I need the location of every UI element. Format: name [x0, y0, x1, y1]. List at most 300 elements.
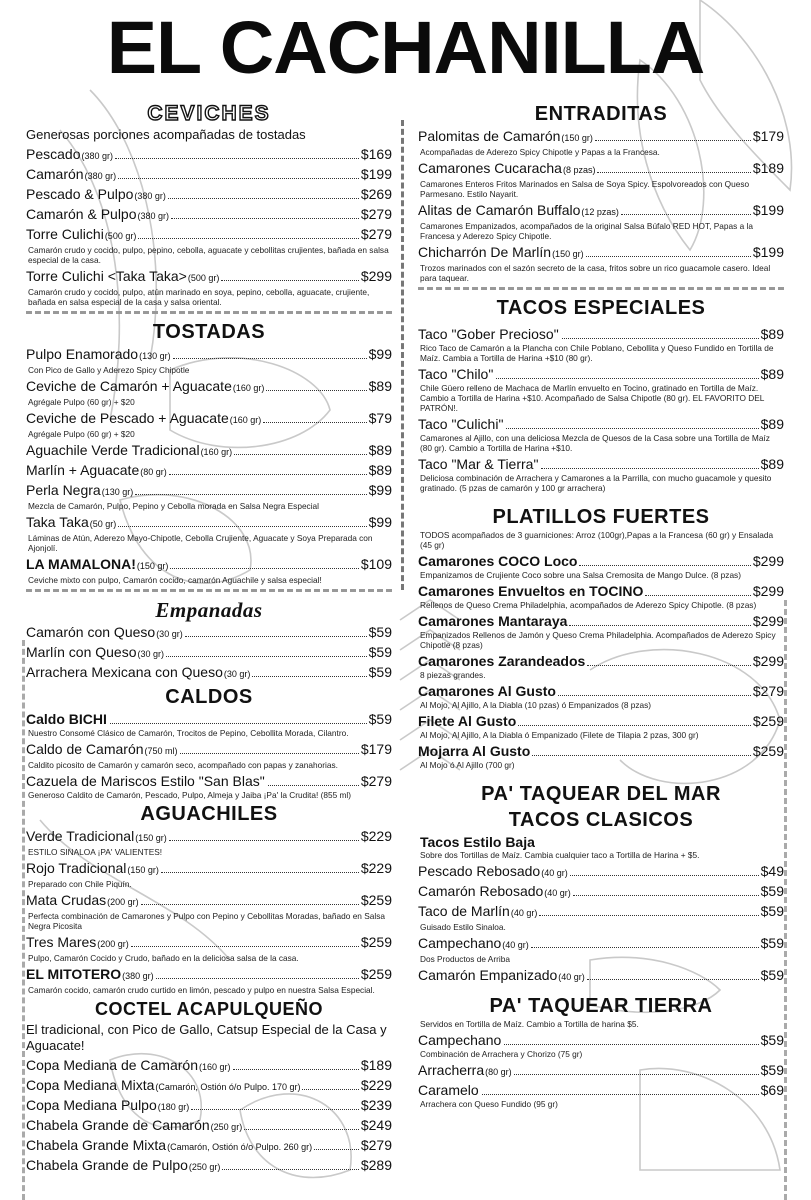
item-name: Arracherra — [418, 1062, 485, 1078]
menu-item — [26, 345, 392, 365]
item-description: Al Mojo, Al Ajillo, A la Diabla ó Empanizado (Filete de Tilapia 2 pzas, 300 gr) — [420, 730, 699, 740]
dot-leader — [541, 468, 758, 469]
item-grams: (500 gr) — [187, 273, 220, 283]
item-name: Mata Crudas — [26, 892, 107, 908]
item-name: Camarón Empanizado — [418, 967, 558, 983]
item-grams: (150 gr) — [561, 133, 593, 143]
section-heading-tostadas: TOSTADAS — [152, 321, 266, 343]
item-name: Campechano — [418, 935, 502, 951]
item-grams: (40 gr) — [558, 972, 585, 982]
item-grams: (160 gr) — [229, 415, 262, 425]
item-name: Camarón — [26, 166, 84, 182]
menu-item — [418, 652, 784, 670]
menu-item — [26, 965, 392, 985]
item-description: Empanizamos de Crujiente Coco sobre una Salsa Cremosita de Mango Dulce. (8 pzas) — [420, 570, 741, 580]
item-name: Taco "Culichi" — [418, 416, 504, 432]
item-name: Caramelo — [418, 1082, 479, 1098]
item-grams: (150 gr) — [127, 865, 159, 875]
menu-item — [26, 859, 392, 879]
item-grams: (30 gr) — [156, 629, 183, 639]
item-name: Marlín + Aguacate — [26, 462, 140, 478]
item-price: $279 — [752, 683, 784, 699]
dot-leader — [252, 676, 366, 677]
item-description: Combinación de Arrachera y Chorizo (75 gr) — [420, 1049, 583, 1059]
item-name: Aguachile Verde Tradicional — [26, 442, 200, 458]
menu-item — [26, 663, 392, 683]
item-name: Pescado Rebosado — [418, 863, 541, 879]
item-name: Copa Mediana Mixta — [26, 1077, 155, 1093]
menu-item — [26, 933, 392, 953]
item-name: Chabela Grande Mixta — [26, 1137, 167, 1153]
menu-item — [418, 325, 784, 343]
section-heading-aguachiles: AGUACHILES — [140, 803, 278, 825]
item-description: Perfecta combinación de Camarones y Pulpo con Pepino y Cebollitas Moradas, bañado en Salsa Negra Picosita — [28, 911, 385, 931]
item-price: $59 — [760, 903, 784, 919]
item-name: Caldo de Camarón — [26, 741, 144, 757]
dot-leader — [587, 979, 759, 980]
item-name: Pescado — [26, 146, 81, 162]
item-description: Camarón crudo y cocido, pulpo, pepino, cebolla, aguacate y cebollitas crujientes, bañada en salsa especial de la casa. — [28, 245, 389, 265]
dot-leader — [161, 872, 359, 873]
item-description: Camarón cocido, camarón crudo curtido en limón, pescado y pulpo en nuestra Salsa Especial. — [28, 985, 375, 995]
menu-item — [26, 1056, 392, 1076]
item-price: $89 — [368, 462, 392, 478]
item-description: Agrégale Pulpo (60 gr) + $20 — [28, 429, 135, 439]
item-price: $179 — [752, 128, 784, 144]
item-grams: (130 gr) — [101, 487, 134, 497]
dot-leader — [587, 665, 751, 666]
item-price: $229 — [360, 1077, 392, 1093]
item-name: Ceviche de Pescado + Aguacate — [26, 410, 229, 426]
dot-leader — [166, 656, 367, 657]
item-name: Rojo Tradicional — [26, 860, 127, 876]
item-price: $259 — [360, 966, 392, 982]
item-price: $259 — [752, 743, 784, 759]
item-grams: (Camarón, Ostión ó/o Pulpo. 170 gr) — [155, 1082, 301, 1092]
item-description: Deliciosa combinación de Arrachera y Camarones a la Parrilla, con mucho guacamole y quesito gratinado. (5 pzas de camarón y 100 gr arrachera) — [420, 473, 772, 493]
item-name: Taka Taka — [26, 514, 89, 530]
dot-leader — [558, 695, 751, 696]
item-name: Pulpo Enamorado — [26, 346, 139, 362]
item-price: $299 — [752, 613, 784, 629]
dot-leader — [645, 595, 750, 596]
item-grams: (40 gr) — [502, 940, 529, 950]
item-price: $59 — [760, 1032, 784, 1048]
menu-item — [418, 201, 784, 221]
item-grams: (160 gr) — [232, 383, 265, 393]
item-description: Nuestro Consomé Clásico de Camarón, Trocitos de Pepino, Cebollita Morada, Cilantro. — [28, 728, 349, 738]
dot-leader — [579, 565, 750, 566]
dot-leader — [496, 378, 758, 379]
item-grams: (160 gr) — [200, 447, 233, 457]
dot-leader — [244, 1129, 359, 1130]
dot-leader — [110, 723, 367, 724]
menu-item — [26, 481, 392, 501]
item-description: Generoso Caldito de Camarón, Pescado, Pulpo, Almeja y Jaiba ¡Pa' la Crudita! (855 ml) — [28, 790, 352, 800]
menu-item — [26, 185, 392, 205]
item-grams: (12 pzas) — [581, 207, 619, 217]
item-grams: (160 gr) — [199, 1062, 231, 1072]
item-grams: (180 gr) — [157, 1102, 190, 1112]
item-grams: (150 gr) — [552, 249, 584, 259]
menu-item — [418, 712, 784, 730]
item-price: $279 — [360, 773, 392, 789]
item-description: Rellenos de Queso Crema Philadelphia, acompañados de Aderezo Spicy Chipotle. (8 pzas) — [420, 600, 757, 610]
item-name: Perla Negra — [26, 482, 101, 498]
menu-item — [418, 682, 784, 700]
menu-item — [418, 415, 784, 433]
item-price: $59 — [368, 711, 392, 727]
item-price: $179 — [360, 741, 392, 757]
dot-leader — [302, 1089, 358, 1090]
item-price: $199 — [752, 202, 784, 218]
item-name: Camarón con Queso — [26, 624, 156, 640]
item-description: Chile Güero relleno de Machaca de Marlín envuelto en Tocino, gratinado en Tortilla de Maíz. Cambio a Tortilla de Harina +$10. Acompañado de Salsa Chipotle (80 gr). EL FAVORITO DEL PATRÓN!. — [420, 383, 765, 413]
item-grams: (30 gr) — [223, 669, 251, 679]
dot-leader — [506, 428, 758, 429]
item-price: $89 — [760, 366, 784, 382]
menu-item — [26, 827, 392, 847]
item-grams: (80 gr) — [140, 467, 167, 477]
section-heading-empanadas: Empanadas — [155, 598, 263, 622]
item-price: $89 — [760, 416, 784, 432]
dot-leader — [263, 422, 366, 423]
dot-leader — [156, 978, 359, 979]
item-description: Camarones Empanizados, acompañados de la original Salsa Búfalo RED HOT, Papas a la Francesa y Aderezo Spicy Chipotle. — [420, 221, 753, 241]
item-name: Camarones Envueltos en TOCINO — [418, 583, 644, 599]
item-description: Camarón crudo y cocido, pulpo, atún marinado en soya, pepino, cebolla, aguacate, crujiente, bañada en salsa especial de la casa y salsa oriental. — [28, 287, 370, 307]
item-grams: (380 gr) — [137, 211, 170, 221]
section-divider — [26, 311, 392, 314]
item-price: $279 — [360, 1137, 392, 1153]
item-name: EL MITOTERO — [26, 966, 122, 982]
item-price: $249 — [360, 1117, 392, 1133]
item-name: Camarón Rebosado — [418, 883, 544, 899]
coctel-intro: El tradicional, con Pico de Gallo, Catsup Especial de la Casa y Aguacate! — [26, 1022, 387, 1053]
menu-item — [418, 862, 784, 882]
item-price: $59 — [368, 664, 392, 680]
item-grams: (40 gr) — [541, 868, 568, 878]
item-price: $59 — [760, 967, 784, 983]
item-price: $299 — [752, 553, 784, 569]
dot-leader — [514, 1074, 759, 1075]
item-description: Acompañadas de Aderezo Spicy Chipotle y Papas a la Francesa. — [420, 147, 660, 157]
dot-leader — [532, 755, 751, 756]
item-description: ESTILO SINALOA ¡PA' VALIENTES! — [28, 847, 163, 857]
menu-item — [26, 1156, 392, 1176]
item-grams: (130 gr) — [139, 351, 171, 361]
item-price: $299 — [752, 583, 784, 599]
menu-item — [26, 513, 392, 533]
item-price: $99 — [368, 482, 392, 498]
dot-leader — [118, 178, 359, 179]
item-description: Preparado con Chile Piquín. — [28, 879, 132, 889]
item-name: Camarones Mantaraya — [418, 613, 568, 629]
item-grams: (380 gr) — [81, 151, 113, 161]
item-price: $259 — [360, 934, 392, 950]
item-name: Tres Mares — [26, 934, 97, 950]
item-name: Camarón & Pulpo — [26, 206, 137, 222]
menu-item — [26, 1116, 392, 1136]
dot-leader — [595, 140, 751, 141]
dot-leader — [191, 1109, 359, 1110]
item-price: $109 — [360, 556, 392, 572]
item-grams: (250 gr) — [188, 1162, 221, 1172]
item-price: $59 — [760, 1062, 784, 1078]
menu-item — [26, 1136, 392, 1156]
menu-item — [418, 966, 784, 986]
item-grams: (500 gr) — [104, 231, 137, 241]
item-name: Camarones Al Gusto — [418, 683, 556, 699]
dot-leader — [531, 947, 759, 948]
menu-item — [26, 623, 392, 643]
menu-item — [418, 882, 784, 902]
dot-leader — [597, 172, 750, 173]
menu-item — [26, 710, 392, 728]
item-grams: (750 ml) — [144, 746, 178, 756]
item-description: Guisado Estilo Sinaloa. — [420, 922, 506, 932]
item-name: Camarones Zarandeados — [418, 653, 586, 669]
item-name: Mojarra Al Gusto — [418, 743, 531, 759]
menu-item — [418, 552, 784, 570]
item-name: Verde Tradicional — [26, 828, 135, 844]
item-description: Mezcla de Camarón, Pulpo, Pepino y Cebolla morada en Salsa Negra Especial — [28, 501, 320, 511]
item-name: Taco "Gober Precioso" — [418, 326, 559, 342]
dot-leader — [115, 158, 359, 159]
section-heading-taquear-mar: PA' TAQUEAR DEL MAR — [481, 783, 721, 805]
section-heading-platillos-fuertes: PLATILLOS FUERTES — [492, 506, 710, 528]
item-price: $199 — [360, 166, 392, 182]
item-price: $229 — [360, 860, 392, 876]
menu-item — [418, 1081, 784, 1099]
menu-item — [26, 461, 392, 481]
item-description: Camarones al Ajillo, con una deliciosa Mezcla de Quesos de la Casa sobre una Tortilla de Maíz (80 gr). Cambio a Tortilla de Harina +$10. — [420, 433, 770, 453]
item-name: Copa Mediana de Camarón — [26, 1057, 198, 1073]
dot-leader — [171, 218, 359, 219]
item-name: Chabela Grande de Camarón — [26, 1117, 210, 1133]
menu-item — [26, 772, 392, 790]
item-grams: (250 gr) — [210, 1122, 243, 1132]
item-price: $299 — [360, 268, 392, 284]
item-description: Rico Taco de Camarón a la Plancha con Chile Poblano, Cebollita y Queso Fundido en Tortilla de Maíz. Cambia a Tortilla de Harina +$10 (80 gr). — [420, 343, 774, 363]
menu-item — [26, 377, 392, 397]
menu-item — [418, 1061, 784, 1081]
menu-item — [418, 455, 784, 473]
item-grams: (50 gr) — [89, 519, 117, 529]
section-divider — [26, 589, 392, 592]
item-price: $269 — [360, 186, 392, 202]
item-description: 8 piezas grandes. — [420, 670, 486, 680]
item-price: $199 — [752, 244, 784, 260]
dot-leader — [169, 474, 367, 475]
dot-leader — [482, 1094, 759, 1095]
item-description: Arrachera con Queso Fundido (95 gr) — [420, 1099, 558, 1109]
item-name: Taco "Mar & Tierra" — [418, 456, 539, 472]
item-name: Cazuela de Mariscos Estilo "San Blas" — [26, 773, 265, 789]
item-grams: (200 gr) — [97, 939, 129, 949]
item-grams: (40 gr) — [510, 908, 538, 918]
item-grams: (150 gr) — [136, 561, 169, 571]
item-name: Copa Mediana Pulpo — [26, 1097, 157, 1113]
item-price: $89 — [368, 442, 392, 458]
item-price: $279 — [360, 226, 392, 242]
dot-leader — [573, 895, 759, 896]
dot-leader — [518, 725, 751, 726]
section-heading-entraditas: ENTRADITAS — [534, 103, 668, 125]
item-price: $59 — [760, 935, 784, 951]
dot-leader — [169, 840, 359, 841]
item-price: $89 — [760, 326, 784, 342]
item-name: Torre Culichi — [26, 226, 104, 242]
dot-leader — [539, 915, 758, 916]
item-price: $89 — [760, 456, 784, 472]
item-description: Dos Productos de Arriba — [420, 954, 510, 964]
item-grams: (380 gr) — [84, 171, 117, 181]
menu-item — [26, 205, 392, 225]
item-grams: (200 gr) — [107, 897, 139, 907]
menu-item — [418, 1031, 784, 1049]
menu-item — [26, 225, 392, 245]
item-price: $279 — [360, 206, 392, 222]
section-heading-taquear-tierra: PA' TAQUEAR TIERRA — [489, 995, 713, 1017]
dot-leader — [222, 1169, 358, 1170]
item-name: Pescado & Pulpo — [26, 186, 134, 202]
item-name: Chicharrón De Marlín — [418, 244, 552, 260]
dot-leader — [569, 625, 750, 626]
item-price: $99 — [368, 514, 392, 530]
item-description: Láminas de Atún, Aderezo Mayo-Chipotle, Cebolla Crujiente, Aguacate y Soya Preparada con Ajonjolí. — [28, 533, 373, 553]
item-grams: (Camarón, Ostión ó/o Pulpo. 260 gr) — [167, 1142, 313, 1152]
dot-leader — [268, 785, 359, 786]
item-grams: (30 gr) — [137, 649, 165, 659]
menu-item — [418, 902, 784, 922]
dot-leader — [586, 256, 751, 257]
dot-leader — [173, 358, 367, 359]
menu-item — [26, 555, 392, 575]
menu-item — [418, 243, 784, 263]
dot-leader — [135, 494, 366, 495]
menu-item — [418, 127, 784, 147]
item-grams: (40 gr) — [544, 888, 571, 898]
item-grams: (8 pzas) — [562, 165, 596, 175]
item-price: $299 — [752, 653, 784, 669]
dot-leader — [562, 338, 759, 339]
item-name: Camarones COCO Loco — [418, 553, 578, 569]
menu-item — [26, 1076, 392, 1096]
item-price: $89 — [368, 378, 392, 394]
menu-item — [418, 612, 784, 630]
dot-leader — [570, 875, 759, 876]
section-heading-tacos-clasicos: TACOS CLASICOS — [508, 809, 694, 831]
dot-leader — [266, 390, 366, 391]
section-heading-caldos: CALDOS — [165, 686, 253, 708]
item-price: $79 — [368, 410, 392, 426]
item-description: Con Pico de Gallo y Aderezo Spicy Chipotle — [28, 365, 190, 375]
dot-leader — [168, 198, 359, 199]
item-description: Agrégale Pulpo (60 gr) + $20 — [28, 397, 135, 407]
item-grams: (380 gr) — [134, 191, 166, 201]
item-grams: (380 gr) — [122, 971, 154, 981]
dot-leader — [180, 753, 359, 754]
menu-item — [418, 742, 784, 760]
right-edge-divider — [784, 600, 787, 1200]
item-price: $59 — [760, 883, 784, 899]
menu-item — [26, 165, 392, 185]
menu-item — [26, 891, 392, 911]
dot-leader — [185, 636, 367, 637]
item-name: Marlín con Queso — [26, 644, 137, 660]
item-price: $259 — [360, 892, 392, 908]
item-price: $59 — [368, 624, 392, 640]
menu-item — [418, 365, 784, 383]
left-edge-divider — [22, 640, 25, 1200]
left-column — [26, 100, 392, 1176]
item-price: $289 — [360, 1157, 392, 1173]
dot-leader — [131, 946, 359, 947]
item-grams: (80 gr) — [485, 1067, 512, 1077]
item-price: $169 — [360, 146, 392, 162]
item-name: Campechano — [418, 1032, 502, 1048]
dot-leader — [234, 454, 367, 455]
menu-item — [418, 934, 784, 954]
item-description: Empanizados Rellenos de Jamón y Queso Crema Philadelphia. Acompañados de Aderezo Spicy Chipotle (8 pzas) — [420, 630, 776, 650]
menu-item — [418, 582, 784, 600]
item-name: LA MAMALONA! — [26, 556, 136, 572]
dot-leader — [170, 568, 358, 569]
dot-leader — [621, 214, 751, 215]
item-name: Taco "Chilo" — [418, 366, 494, 382]
menu-item — [26, 409, 392, 429]
column-divider — [401, 120, 404, 590]
item-name: Camarones Cucaracha — [418, 160, 562, 176]
section-divider — [418, 287, 784, 290]
item-description: Caldito picosito de Camarón y camarón seco, acompañado con papas y zanahorias. — [28, 760, 338, 770]
item-name: Taco de Marlín — [418, 903, 510, 919]
taquear-tierra-intro: Servidos en Tortilla de Maíz. Cambio a Tortilla de harina $5. — [420, 1019, 639, 1029]
item-price: $69 — [760, 1082, 784, 1098]
menu-item — [26, 145, 392, 165]
item-name: Caldo BICHI — [26, 711, 107, 727]
item-description: Ceviche mixto con pulpo, Camarón cocido, camarón Aguachile y salsa especial! — [28, 575, 322, 585]
dot-leader — [233, 1069, 359, 1070]
item-price: $239 — [360, 1097, 392, 1113]
dot-leader — [314, 1149, 359, 1150]
menu-item — [26, 1096, 392, 1116]
tacos-baja-subtitle: Tacos Estilo Baja — [420, 834, 535, 850]
platillos-intro: TODOS acompañados de 3 guarniciones: Arroz (100gr),Papas a la Francesa (60 gr) y Ensalada (45 gr) — [420, 530, 774, 550]
item-description: Al Mojo, Al Ajillo, A la Diabla (10 pzas) ó Empanizados (8 pzas) — [420, 700, 652, 710]
menu-item — [26, 441, 392, 461]
item-name: Filete Al Gusto — [418, 713, 517, 729]
dot-leader — [221, 280, 359, 281]
tacos-baja-intro: Sobre dos Tortillas de Maíz. Cambia cualquier taco a Tortilla de Harina + $5. — [420, 850, 700, 860]
ceviches-intro: Generosas porciones acompañadas de tostadas — [26, 127, 306, 142]
item-price: $49 — [760, 863, 784, 879]
item-price: $59 — [368, 644, 392, 660]
item-description: Trozos marinados con el sazón secreto de la casa, fritos sobre un rico guacamole casero. Ideal para taquear. — [420, 263, 771, 283]
restaurant-title: EL CACHANILLA — [106, 6, 705, 89]
item-description: Al Mojo ó Al Ajillo (700 gr) — [420, 760, 515, 770]
section-heading-coctel: COCTEL ACAPULQUEÑO — [94, 999, 323, 1019]
item-name: Torre Culichi <Taka Taka> — [26, 268, 187, 284]
item-price: $189 — [752, 160, 784, 176]
menu-item — [418, 159, 784, 179]
item-name: Palomitas de Camarón — [418, 128, 561, 144]
item-name: Chabela Grande de Pulpo — [26, 1157, 188, 1173]
item-price: $189 — [360, 1057, 392, 1073]
dot-leader — [118, 526, 366, 527]
dot-leader — [504, 1044, 758, 1045]
